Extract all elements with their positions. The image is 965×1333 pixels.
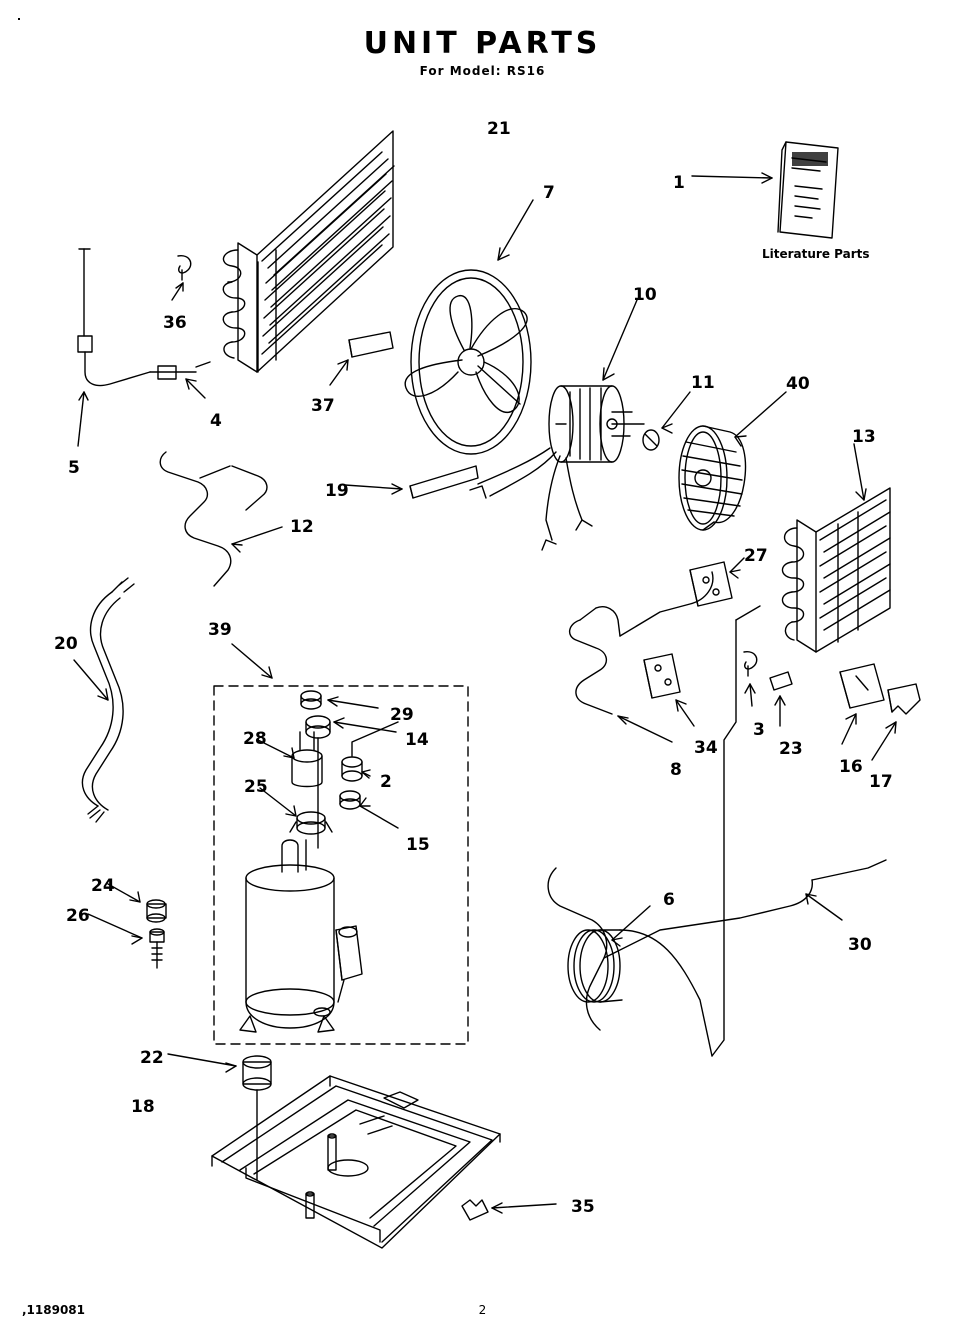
- callout-1: 1: [673, 173, 685, 193]
- callout-25: 25: [244, 777, 268, 797]
- part-20-hose: [82, 578, 134, 822]
- part-literature: [778, 142, 838, 238]
- callout-14: 14: [405, 730, 429, 750]
- callout-28: 28: [243, 729, 267, 749]
- part-12-tube: [160, 452, 267, 586]
- part-14-grommet: [306, 716, 330, 848]
- footer-page-number: 2: [478, 1303, 487, 1317]
- part-40-blower-wheel: [679, 426, 745, 530]
- callout-17: 17: [869, 772, 893, 792]
- callout-34: 34: [694, 738, 718, 758]
- callout-12: 12: [290, 517, 314, 537]
- caption-literature-parts: Literature Parts: [762, 247, 870, 261]
- part-23-small-bar: [770, 672, 792, 690]
- callout-8: 8: [670, 760, 682, 780]
- part-8-tube: [570, 572, 713, 714]
- callout-30: 30: [848, 935, 872, 955]
- callout-10: 10: [633, 285, 657, 305]
- callout-21: 21: [487, 119, 511, 139]
- part-5-sensor-tube: [78, 249, 150, 386]
- part-37-bar: [349, 332, 393, 357]
- part-27-bracket: [690, 562, 732, 606]
- callout-15: 15: [406, 835, 430, 855]
- page-subtitle: For Model: RS16: [419, 64, 546, 78]
- part-18-base-pan: [212, 1076, 500, 1248]
- part-19-bar: [410, 466, 478, 498]
- part-13-evaporator: [782, 488, 890, 652]
- part-34-plate: [644, 654, 680, 698]
- callout-11: 11: [691, 373, 715, 393]
- callout-2: 2: [380, 772, 392, 792]
- callout-3: 3: [753, 720, 765, 740]
- part-7-fan-blade: [405, 270, 531, 454]
- callout-26: 26: [66, 906, 90, 926]
- part-compressor-body: [240, 840, 362, 1032]
- callout-4: 4: [210, 411, 222, 431]
- part-25-mount: [290, 812, 332, 834]
- callout-7: 7: [543, 183, 555, 203]
- part-24-nut: [147, 900, 166, 922]
- part-30-tube: [548, 860, 886, 1030]
- callout-13: 13: [852, 427, 876, 447]
- callout-18: 18: [131, 1097, 155, 1117]
- callout-19: 19: [325, 481, 349, 501]
- corner-mark: [18, 18, 20, 20]
- callout-35: 35: [571, 1197, 595, 1217]
- callout-23: 23: [779, 739, 803, 759]
- callout-36: 36: [163, 313, 187, 333]
- page-title: UNIT PARTS: [363, 26, 602, 61]
- part-21-condenser: [223, 131, 394, 372]
- part-22-grommet: [243, 1056, 271, 1180]
- part-11-nut: [643, 430, 659, 450]
- part-28-spacer: [292, 732, 322, 787]
- part-6-spring-coil: [568, 930, 712, 1056]
- part-17-bracket: [888, 684, 920, 714]
- part-29-washer: [301, 691, 321, 709]
- part-26-bolt: [150, 929, 164, 968]
- part-35-clip: [462, 1200, 488, 1220]
- part-15-washer: [340, 791, 360, 809]
- footer-part-code: ,1189081: [22, 1303, 86, 1317]
- callout-40: 40: [786, 374, 810, 394]
- callout-16: 16: [839, 757, 863, 777]
- callout-29: 29: [390, 705, 414, 725]
- callout-22: 22: [140, 1048, 164, 1068]
- callout-6: 6: [663, 890, 675, 910]
- part-36-clip: [178, 256, 191, 280]
- part-3-clip: [744, 652, 757, 676]
- part-16-bracket: [840, 664, 884, 708]
- callout-5: 5: [68, 458, 80, 478]
- callout-20: 20: [54, 634, 78, 654]
- callout-37: 37: [311, 396, 335, 416]
- part-10-motor: [470, 386, 644, 550]
- part-4-tube-end: [150, 362, 210, 379]
- callout-24: 24: [91, 876, 115, 896]
- callout-27: 27: [744, 546, 768, 566]
- callout-39: 39: [208, 620, 232, 640]
